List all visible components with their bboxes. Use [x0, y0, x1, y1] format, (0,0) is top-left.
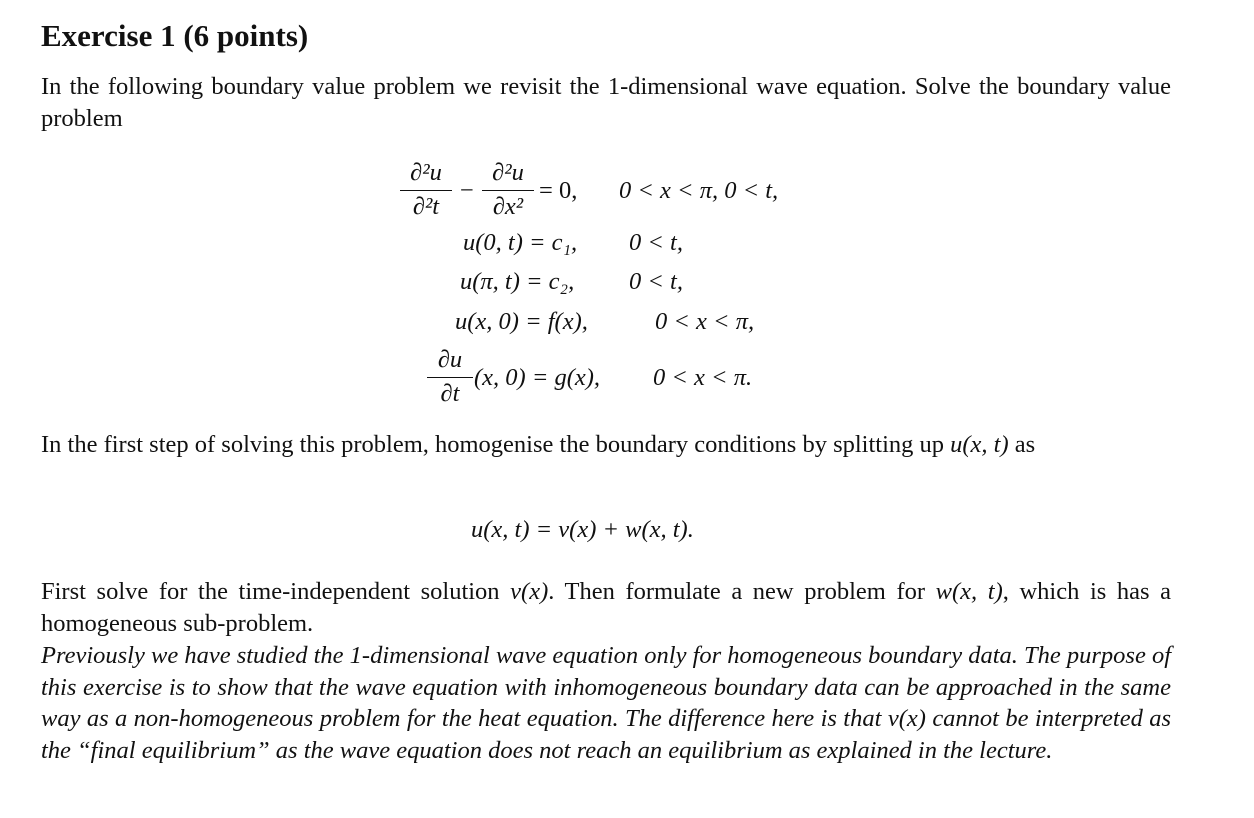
exercise-title: Exercise 1 (6 points): [41, 18, 309, 53]
ic2-frac-numerator: ∂u: [437, 346, 463, 373]
homogenise-math: u(x, t): [950, 431, 1009, 458]
pde-minus: −: [460, 177, 474, 204]
bc2-domain: 0 < t,: [629, 268, 683, 295]
homogenise-text: In the first step of solving this problem, homogenise the boundary conditions by splitting up: [41, 431, 945, 458]
initial-condition-position: u(x, 0) = f(x),: [455, 308, 588, 335]
boundary-condition-left: u(0, t) = c₁,: [463, 229, 578, 256]
instructions-math-v: v(x): [510, 578, 549, 605]
pde-frac2-numerator: ∂²u: [492, 159, 524, 186]
split-equation: u(x, t) = v(x) + w(x, t).: [471, 516, 694, 543]
pde-frac2-denominator: ∂x²: [492, 193, 524, 220]
initial-condition-velocity: (x, 0) = g(x),: [474, 364, 601, 391]
pde-rhs: = 0,: [539, 177, 578, 204]
fraction-bar: [482, 190, 534, 191]
ic1-domain: 0 < x < π,: [655, 308, 755, 335]
ic2-domain: 0 < x < π.: [653, 364, 753, 391]
note-text-1: Previously we have studied the 1-dimensional wave equation only for homogeneous boundary data. The purpose of this exercise is to show that the wave equation with inhomogeneous boundary data can be approached in the same way as a non-homogeneous problem for the heat equation. The difference here is that: [41, 642, 1172, 732]
instructions-text-1: First solve for the time-independent solution: [41, 578, 500, 605]
fraction-bar: [427, 377, 473, 378]
pde-domain: 0 < x < π, 0 < t,: [619, 177, 779, 204]
note-text-2: cannot be interpreted as the “final equilibrium” as the wave equation does not reach an equilibrium as explained in the lecture.: [41, 705, 1172, 764]
intro-paragraph: In the following boundary value problem we revisit the 1-dimensional wave equation. Solve the boundary value problem: [41, 73, 1171, 132]
homogenise-as: as: [1014, 431, 1036, 458]
boundary-condition-right: u(π, t) = c₂,: [460, 268, 575, 295]
ic2-frac-denominator: ∂t: [440, 380, 460, 407]
instructions-text-3: , which is has a homogeneous sub-problem.: [41, 578, 1172, 637]
ic2-fraction: [427, 347, 473, 407]
bc1-domain: 0 < t,: [629, 229, 683, 256]
note-paragraph: [41, 640, 1171, 766]
instructions-paragraph: [41, 576, 1171, 639]
pde-fraction-space: [482, 160, 534, 220]
instructions-math-w: w(x, t): [935, 578, 1003, 605]
homogenise-paragraph: [41, 429, 1171, 461]
fraction-bar: [400, 190, 452, 191]
pde-frac1-numerator: ∂²u: [410, 159, 442, 186]
pde-fraction-time: [400, 160, 452, 220]
pde-frac1-denominator: ∂²t: [412, 193, 440, 220]
instructions-text-2: . Then formulate a new problem for: [548, 578, 926, 605]
note-math-v: v(x): [887, 705, 926, 732]
